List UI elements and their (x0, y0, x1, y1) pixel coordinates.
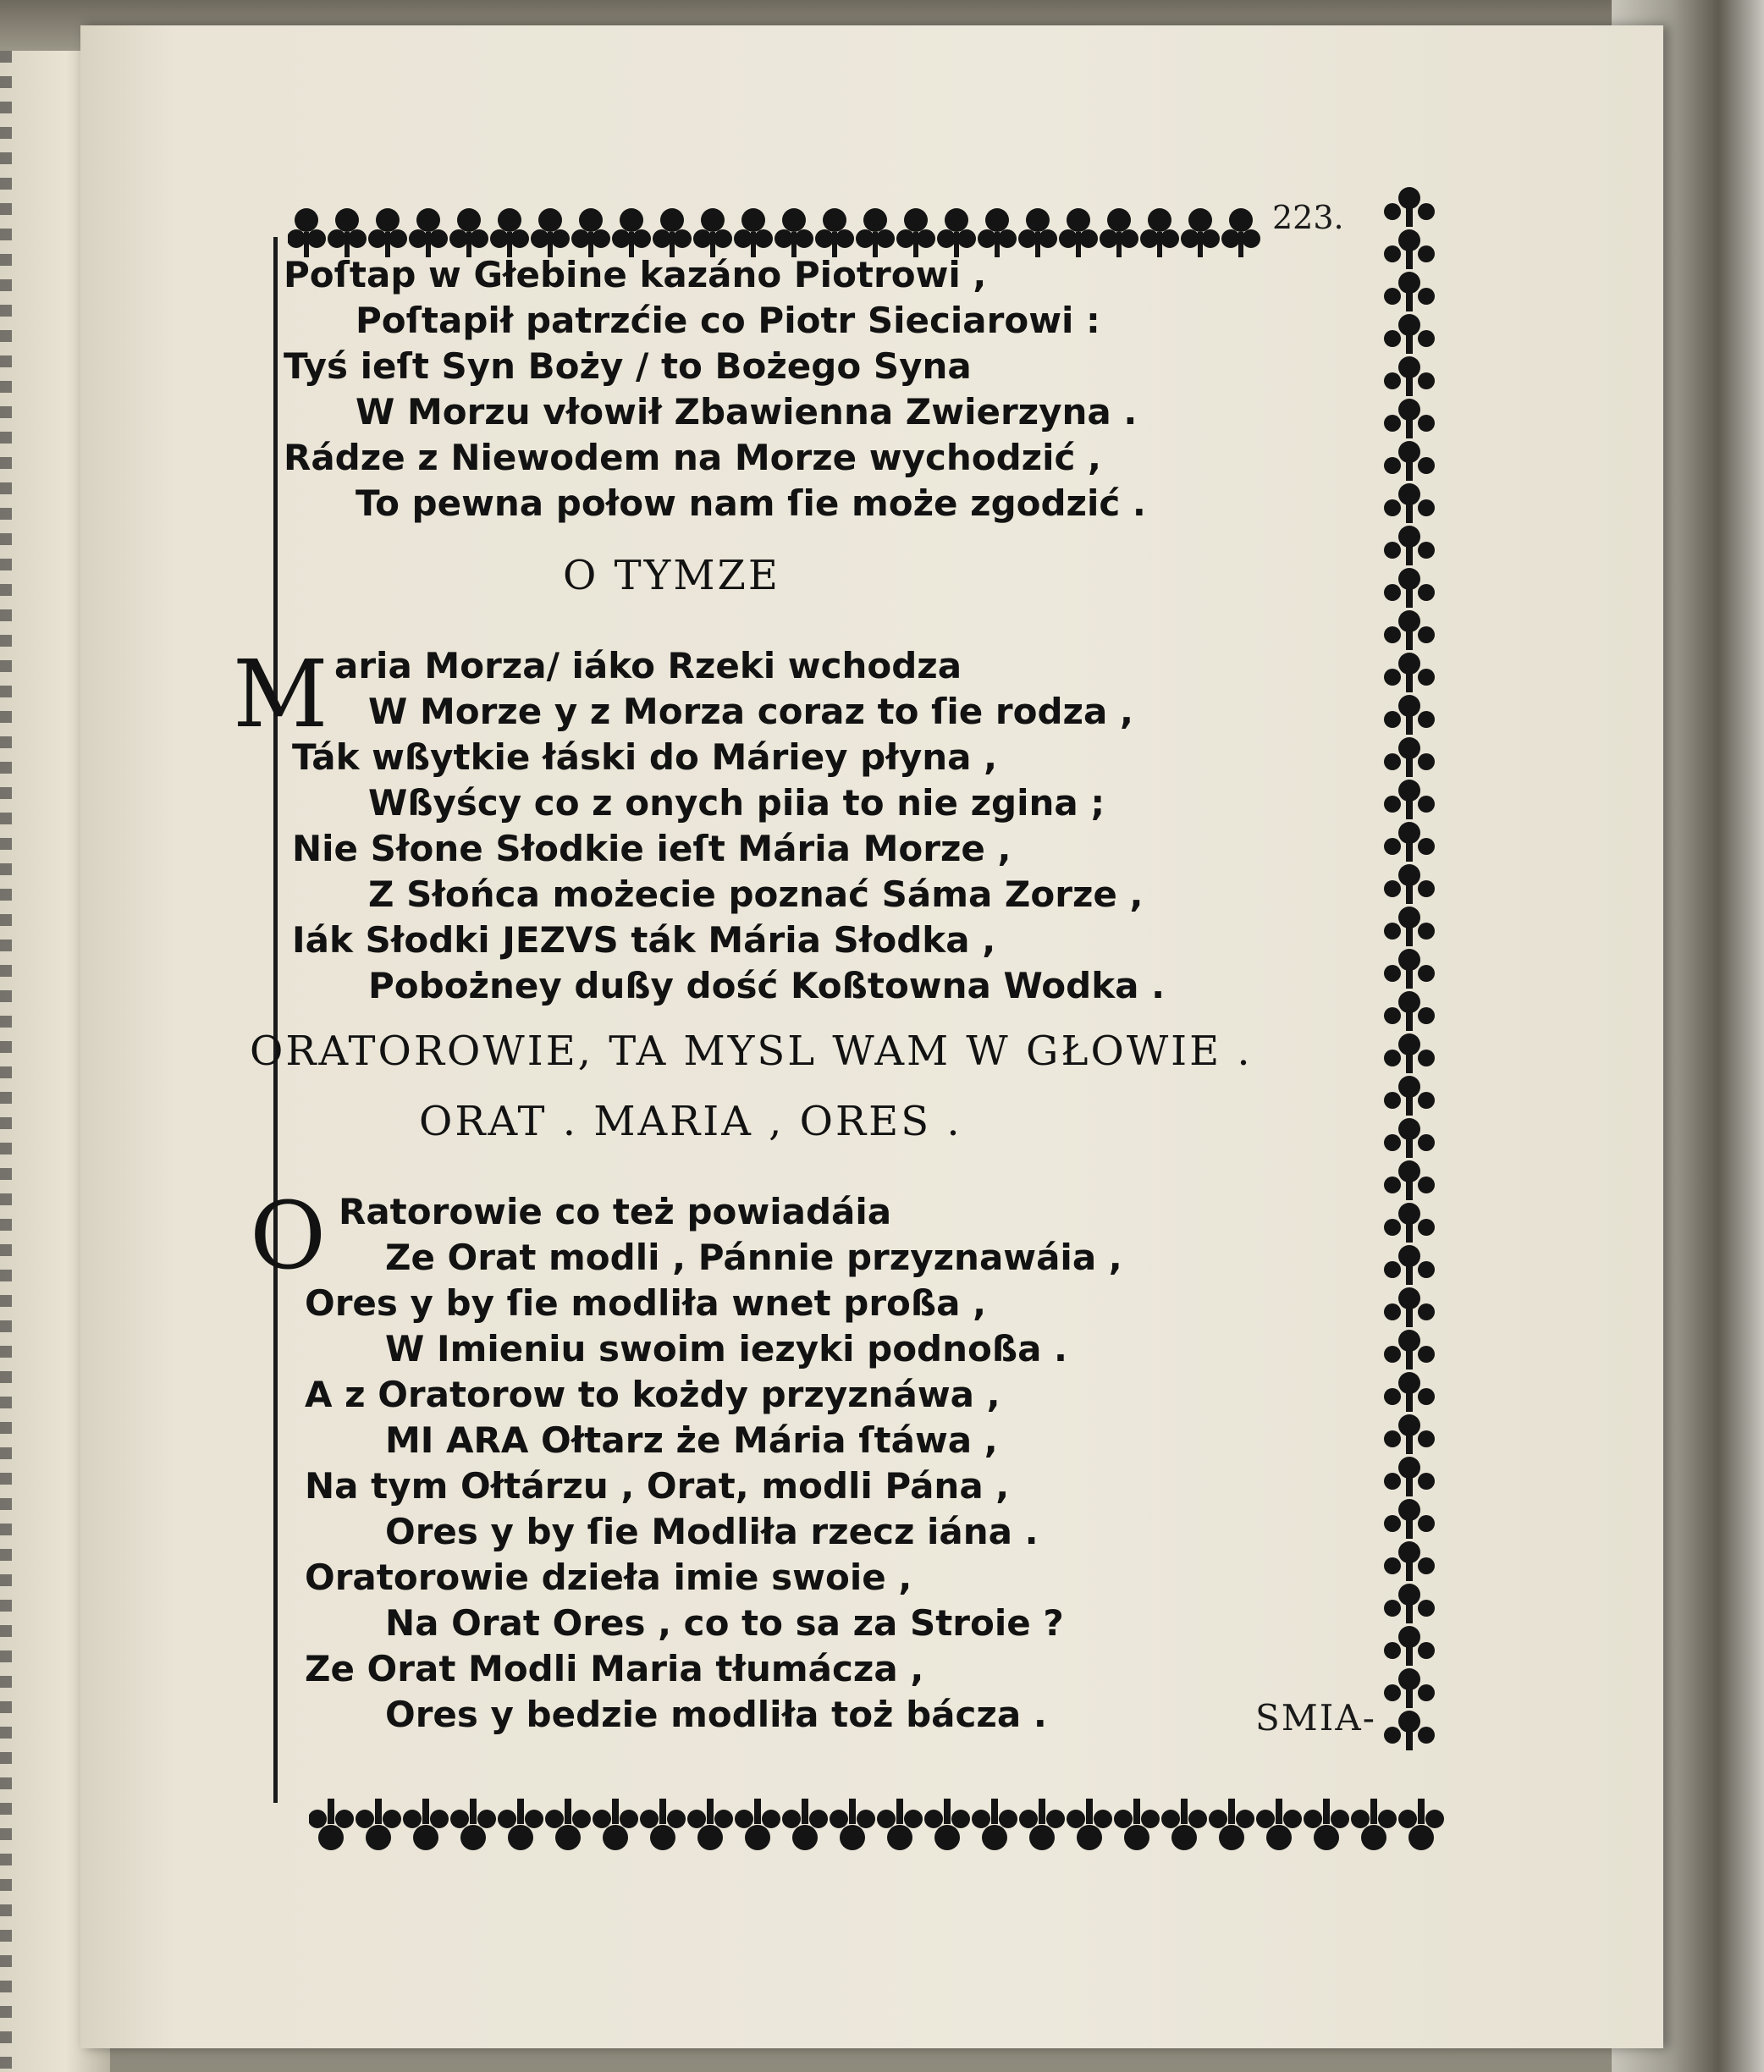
stanza-1-line: Rádze z Niewodem na Morze wychodzić , (284, 437, 1101, 478)
stanza-3-line: Ze Orat modli , Pánnie przyznawáia , (385, 1237, 1122, 1278)
fleuron-row-top (288, 208, 1260, 257)
stanza-3-line: Oratorowie dzieła imie swoie , (305, 1557, 912, 1598)
stanza-2-line: Pobożney dußy dość Koßtowna Wodka . (368, 965, 1166, 1006)
stanza-3-line: Na tym Ołtárzu , Orat, modli Pána , (305, 1465, 1010, 1507)
stanza-3-line: A z Oratorow to kożdy przyznáwa , (305, 1374, 1001, 1415)
catchword: SMIA- (1255, 1697, 1376, 1739)
stanza-3-line: Ze Orat Modli Maria tłumácza , (305, 1648, 924, 1689)
stanza-3-line: Na Orat Ores , co to sa za Stroie ? (385, 1602, 1064, 1644)
stanza-1-line: Poſtap w Głebine kazáno Piotrowi , (284, 254, 987, 295)
stanza-2-line: Iák Słodki JEZVS ták Mária Słodka , (292, 919, 996, 961)
stanza-2-line: aria Morza/ iáko Rzeki wchodza (334, 645, 962, 686)
drop-cap-o: O (250, 1182, 327, 1290)
stanza-2-line: Z Słońca możecie poznać Sáma Zorze , (368, 873, 1144, 915)
drop-cap-m: M (233, 640, 328, 748)
stanza-2-line: Wßyścy co z onych piia to nie zgina ; (368, 782, 1105, 824)
bottom-ornament-border (309, 1790, 1460, 1866)
stanza-1-line: Poſtapił patrzćie co Piotr Sieciarowi : (356, 300, 1100, 341)
stanza-2-line: W Morze y z Morza coraz to ſie rodza , (368, 691, 1133, 732)
stanza-2-line: Ták wßytkie łáski do Máriey płyna , (292, 736, 998, 778)
stanza-3-line: Ores y by ſie Modliła rzecz iána . (385, 1511, 1039, 1552)
heading-oratorowie: ORATOROWIE, TA MYSL WAM W GŁOWIE . (250, 1028, 1253, 1075)
stanza-3-line: Ratorowie co też powiadáia (339, 1191, 892, 1232)
fleuron-row-bottom (309, 1799, 1444, 1850)
stanza-3-line: Ores y by ſie modliła wnet proßa , (305, 1282, 987, 1324)
stanza-3-line: Ores y bedzie modliła toż bácza . (385, 1694, 1047, 1735)
stanza-2-line: Nie Słone Słodkie ieſt Mária Morze , (292, 828, 1012, 869)
page-number: 223. (1272, 199, 1344, 236)
heading-o-tymze: O TYMZE (563, 552, 780, 599)
stanza-3-line: MI ARA Ołtarz że Mária ſtáwa , (385, 1419, 998, 1461)
left-page-ornament (0, 51, 12, 2072)
book-page (80, 25, 1663, 2048)
heading-orat-maria-ores: ORAT . MARIA , ORES . (419, 1098, 962, 1145)
left-frame-rule (273, 237, 278, 1803)
stanza-3-line: W Imieniu swoim iezyki podnoßa . (385, 1328, 1067, 1369)
stanza-1-line: W Morzu vłowił Zbawienna Zwierzyna . (356, 391, 1138, 433)
right-ornament-border (1375, 186, 1443, 1777)
stanza-1-line: To pewna połow nam ſie może zgodzić . (356, 482, 1146, 524)
stanza-1-line: Tyś ieſt Syn Boży / to Bożego Syna (284, 345, 972, 387)
fleuron-column-right (1384, 187, 1435, 1750)
